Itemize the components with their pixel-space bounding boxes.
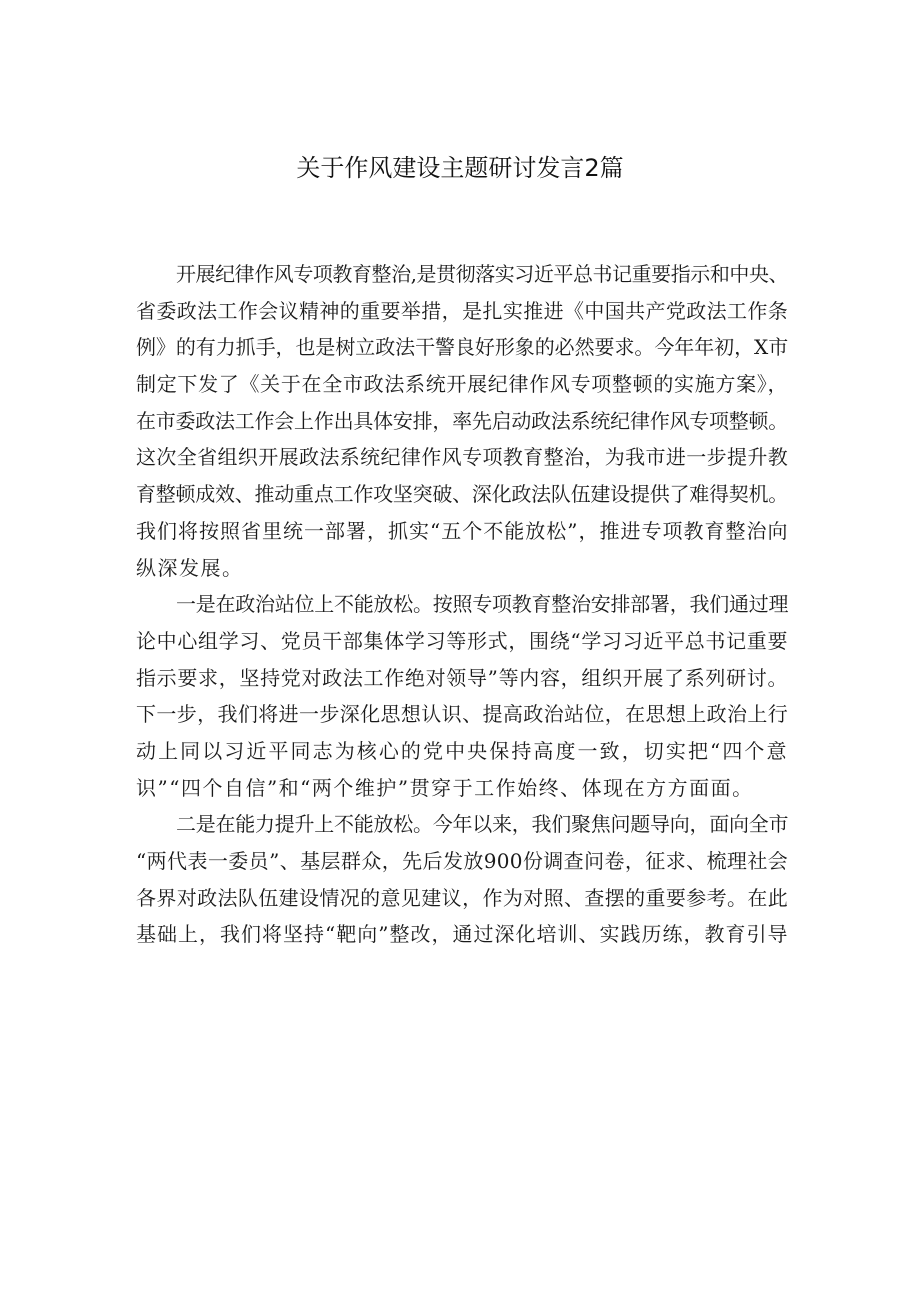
- paragraph-line: 动上同以习近平同志为核心的党中央保持高度一致，切实把“四个意: [136, 738, 788, 763]
- paragraph-line: 省委政法工作会议精神的重要举措，是扎实推进《中国共产党政法工作条: [136, 298, 788, 323]
- paragraph-line: 纵深发展。: [136, 555, 244, 580]
- paragraph-political-stance: [136, 586, 788, 806]
- paragraph-line: 我们将按照省里统一部署，抓实“五个不能放松”，推进专项教育整治向: [136, 518, 789, 543]
- paragraph-line: 育整顿成效、推动重点工作攻坚突破、深化政法队伍建设提供了难得契机。: [136, 482, 788, 507]
- paragraph-line: 论中心组学习、党员干部集体学习等形式，围绕“学习习近平总书记重要: [136, 628, 788, 653]
- paragraph-line: 识”“四个自信”和“两个维护”贯穿于工作始终、体现在方方面面。: [136, 775, 754, 800]
- paragraph-line: 制定下发了《关于在全市政法系统开展纪律作风专项整顿的实施方案》，: [136, 372, 788, 397]
- document-title: 关于作风建设主题研讨发言2篇: [296, 154, 624, 182]
- paragraph-line: 这次全省组织开展政法系统纪律作风专项教育整治，为我市进一步提升教: [136, 445, 788, 470]
- paragraph-line: “两代表一委员”、基层群众，先后发放900份调查问卷，征求、梳理社会: [136, 849, 788, 873]
- paragraph-line: 各界对政法队伍建设情况的意见建议，作为对照、查摆的重要参考。在此: [136, 885, 788, 910]
- paragraph-line: 二是在能力提升上不能放松。今年以来，我们聚焦问题导向，面向全市: [176, 812, 789, 837]
- paragraph-line: 下一步，我们将进一步深化思想认识、提高政治站位，在思想上政治上行: [136, 702, 788, 727]
- paragraph-line: 例》的有力抓手，也是树立政法干警良好形象的必然要求。今年年初，X市: [136, 335, 788, 360]
- paragraph-capability: [136, 806, 788, 953]
- paragraph-line: 在市委政法工作会上作出具体安排，率先启动政法系统纪律作风专项整顿。: [136, 408, 788, 433]
- paragraph-line: 基础上，我们将坚持“靶向”整改，通过深化培训、实践历练，教育引导: [136, 922, 789, 947]
- paragraph-line: 一是在政治站位上不能放松。按照专项教育整治安排部署，我们通过理: [176, 592, 789, 617]
- document-body: [136, 256, 788, 953]
- paragraph-line: 开展纪律作风专项教育整治,是贯彻落实习近平总书记重要指示和中央、: [176, 262, 788, 286]
- paragraph-line: 指示要求，坚持党对政法工作绝对领导”等内容，组织开展了系列研讨。: [136, 665, 788, 690]
- paragraph-intro: [136, 256, 788, 586]
